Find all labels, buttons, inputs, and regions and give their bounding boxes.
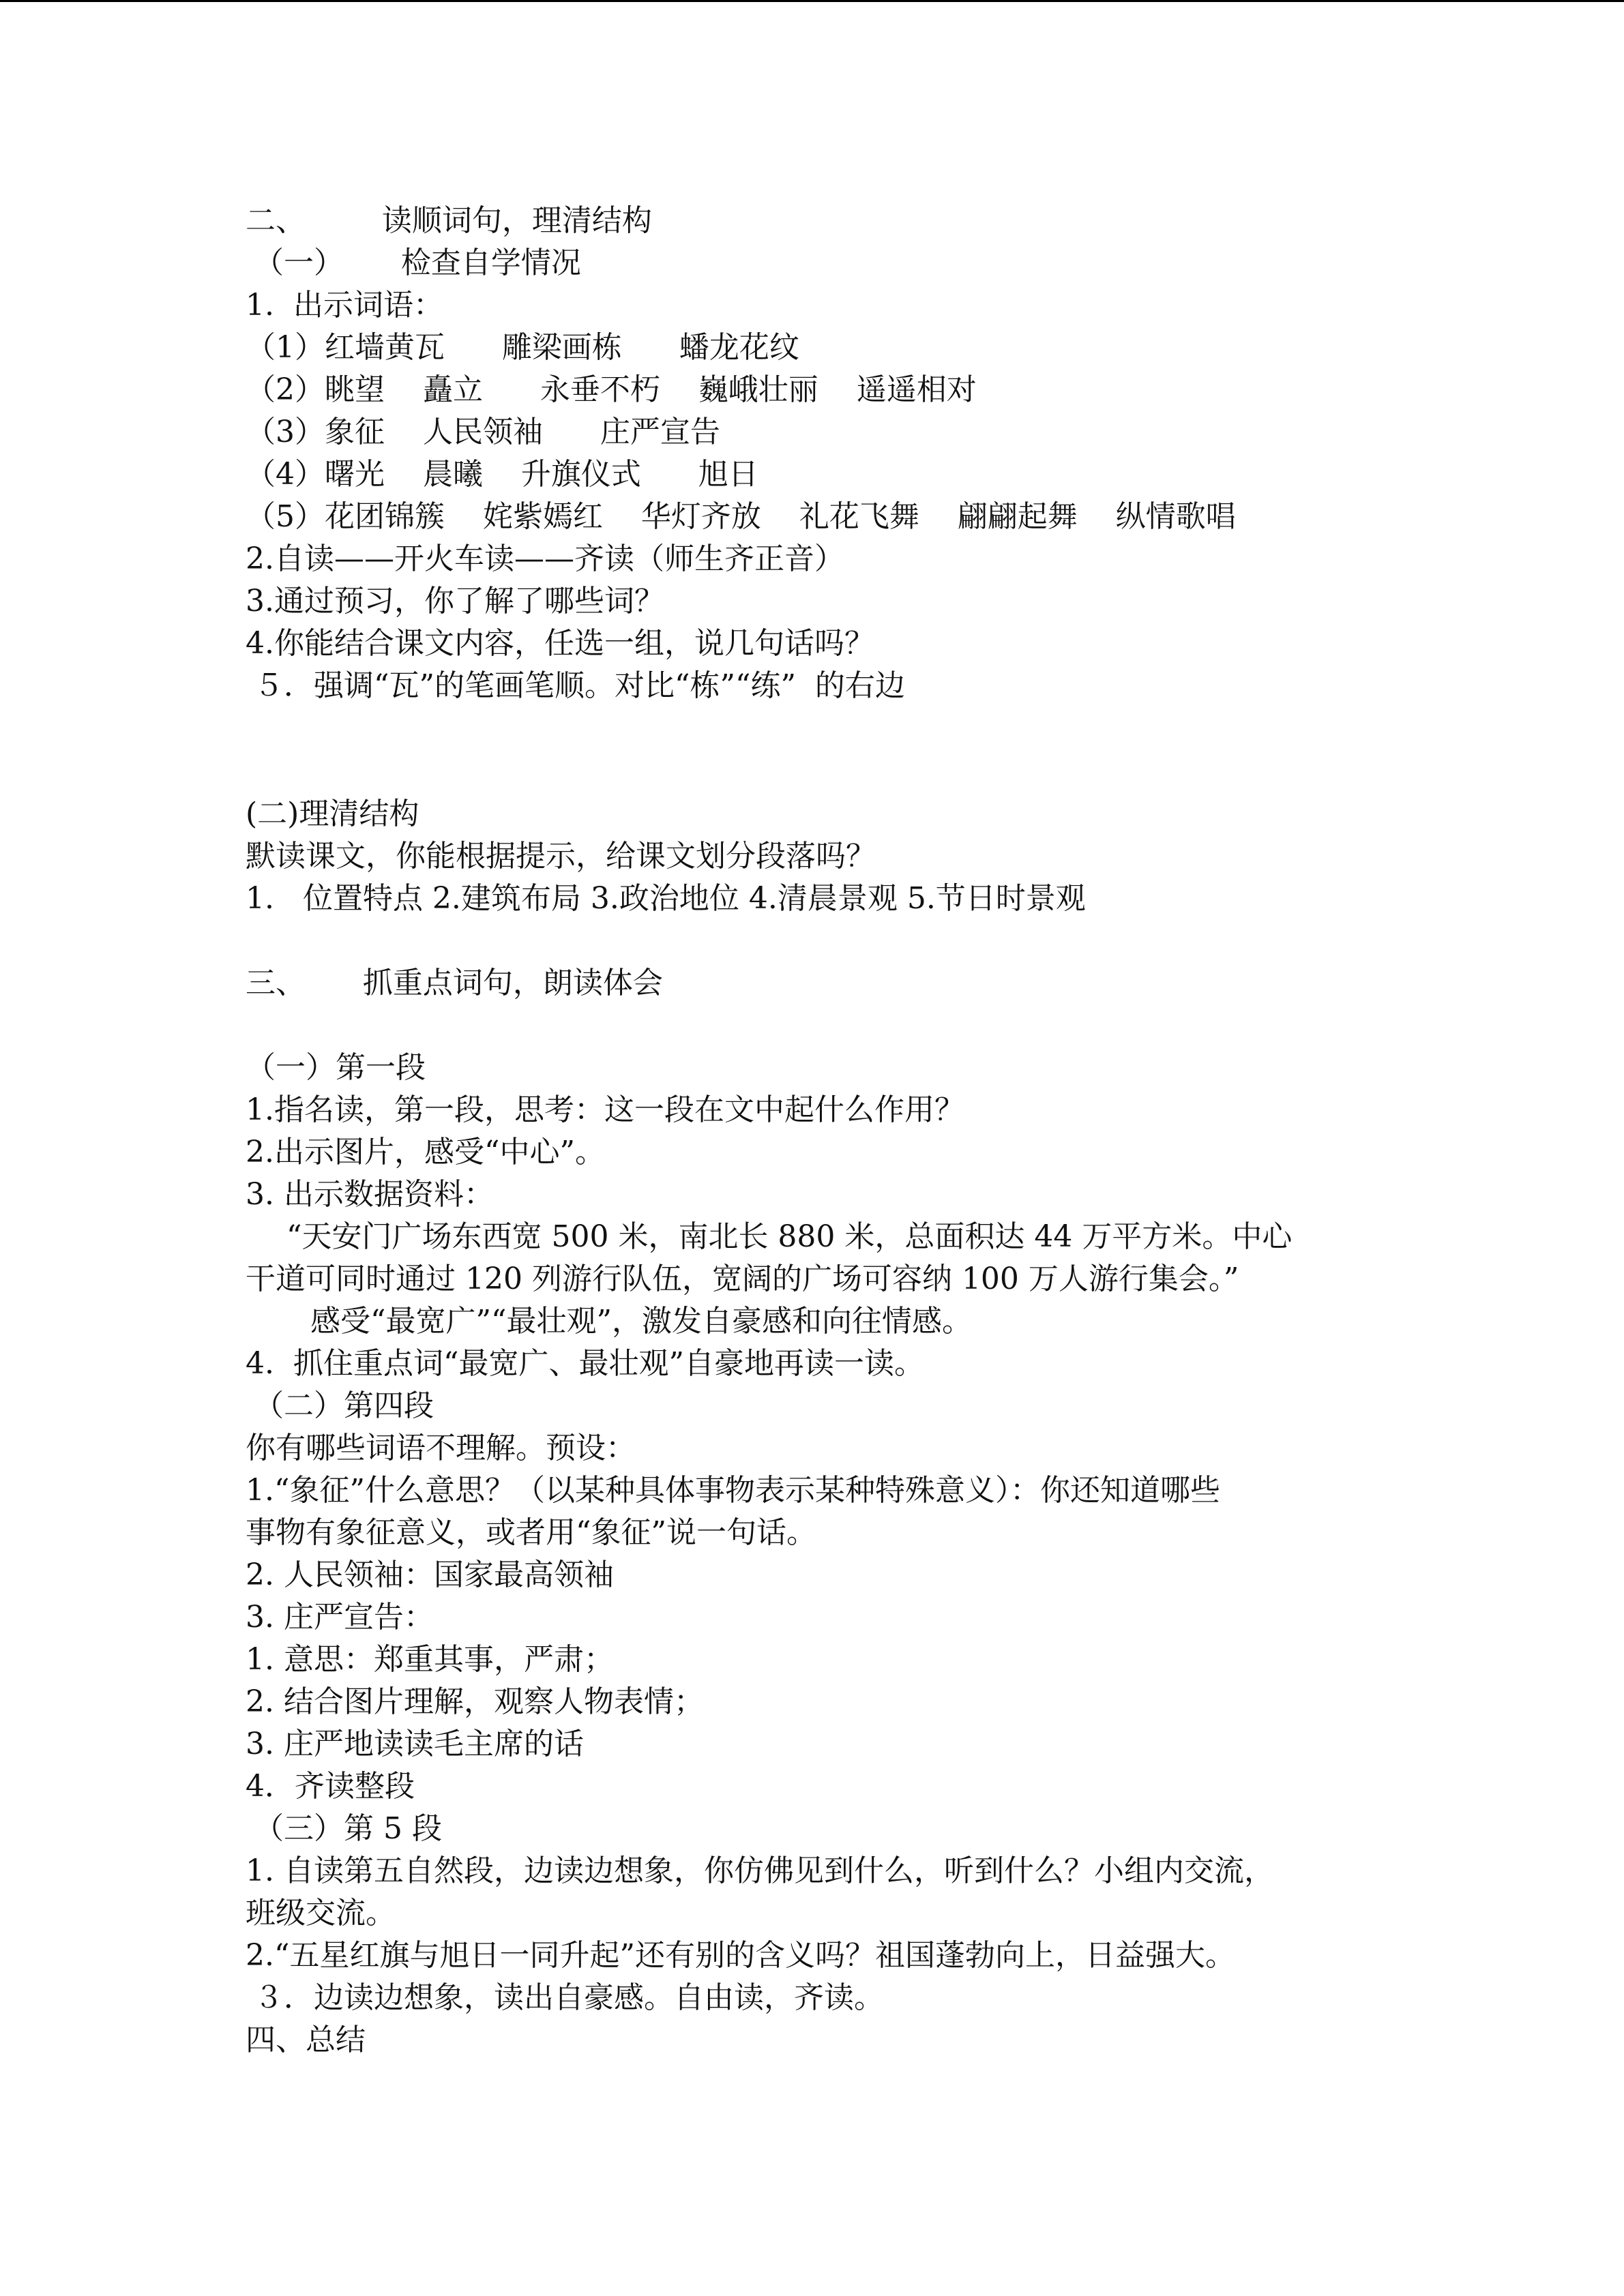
list-item: 2.出示图片，感受“中心”。: [246, 1135, 605, 1169]
vocab-line-2: （2）眺望 矗立 永垂不朽 巍峨壮丽 遥遥相对: [246, 372, 977, 407]
paragraph-line: 班级交流。: [246, 1896, 396, 1930]
list-item: 2.自读——开火车读——齐读（师生齐正音）: [246, 541, 844, 576]
list-item: 1.指名读，第一段，思考：这一段在文中起什么作用？: [246, 1092, 964, 1127]
list-item: 2. 人民领袖：国家最高领袖: [246, 1557, 614, 1592]
vocab-line-3: （3）象征 人民领袖 庄严宣告: [246, 415, 720, 449]
list-item: 1.“象征”什么意思？（以某种具体事物表示某种特殊意义）：你还知道哪些: [246, 1473, 1220, 1508]
list-item: 1. 自读第五自然段，边读边想象，你仿佛见到什么，听到什么？小组内交流，: [246, 1853, 1274, 1888]
list-item: 4．齐读整段: [246, 1769, 415, 1804]
list-item: 3. 庄严宣告：: [246, 1600, 434, 1635]
subsection-heading: （三）第 5 段: [254, 1811, 442, 1846]
vocab-line-5: （5）花团锦簇 姹紫嫣红 华灯齐放 礼花飞舞 翩翩起舞 纵情歌唱: [246, 499, 1236, 534]
paragraph-line: 事物有象征意义，或者用“象征”说一句话。: [246, 1515, 816, 1550]
vocab-line-4: （4）曙光 晨曦 升旗仪式 旭日: [246, 457, 758, 492]
list-item: 4.你能结合课文内容，任选一组，说几句话吗？: [246, 626, 874, 661]
list-item: ３．边读边想象，读出自豪感。自由读，齐读。: [254, 1980, 884, 2015]
section-heading-4: 四、总结: [246, 2023, 366, 2057]
list-item: 3. 庄严地读读毛主席的话: [246, 1727, 584, 1761]
list-item: 2. 结合图片理解，观察人物表情；: [246, 1684, 704, 1719]
subsection-heading: （二）第四段: [254, 1388, 434, 1423]
quote-line: “天安门广场东西宽 500 米，南北长 880 米，总面积达 44 万平方米。中心: [286, 1219, 1293, 1254]
section-heading-2: 二、 读顺词句，理清结构: [246, 203, 652, 238]
paragraph-line: 默读课文，你能根据提示，给课文划分段落吗？: [246, 839, 876, 874]
list-item: 3.通过预习，你了解了哪些词？: [246, 584, 664, 618]
list-item: 1. 出示词语：: [246, 288, 443, 323]
list-item: 3. 出示数据资料：: [246, 1177, 494, 1212]
list-item: 1. 意思：郑重其事，严肃；: [246, 1642, 614, 1677]
paragraph-line: 你有哪些词语不理解。预设：: [246, 1431, 636, 1465]
list-item: 2.“五星红旗与旭日一同升起”还有别的含义吗？祖国蓬勃向上，日益强大。: [246, 1938, 1235, 1973]
subsection-heading-1: （一） 检查自学情况: [254, 245, 581, 280]
list-item: 1. 位置特点 2.建筑布局 3.政治地位 4.清晨景观 5.节日时景观: [246, 881, 1086, 916]
quote-line: 干道可同时通过 120 列游行队伍，宽阔的广场可容纳 100 万人游行集会。”: [246, 1262, 1239, 1296]
list-item: 4. 抓住重点词“最宽广、最壮观”自豪地再读一读。: [246, 1346, 924, 1381]
subsection-heading: （一）第一段: [246, 1050, 426, 1085]
list-item: ５．强调“瓦”的笔画笔顺。对比“栋”“练” 的右边: [254, 668, 905, 703]
subsection-heading-2: (二)理清结构: [246, 796, 419, 831]
paragraph-line: 感受“最宽广”“最壮观”，激发自豪感和向往情感。: [310, 1304, 972, 1339]
section-heading-3: 三、 抓重点词句，朗读体会: [246, 966, 663, 1000]
vocab-line-1: （1）红墙黄瓦 雕梁画栋 蟠龙花纹: [246, 330, 799, 365]
